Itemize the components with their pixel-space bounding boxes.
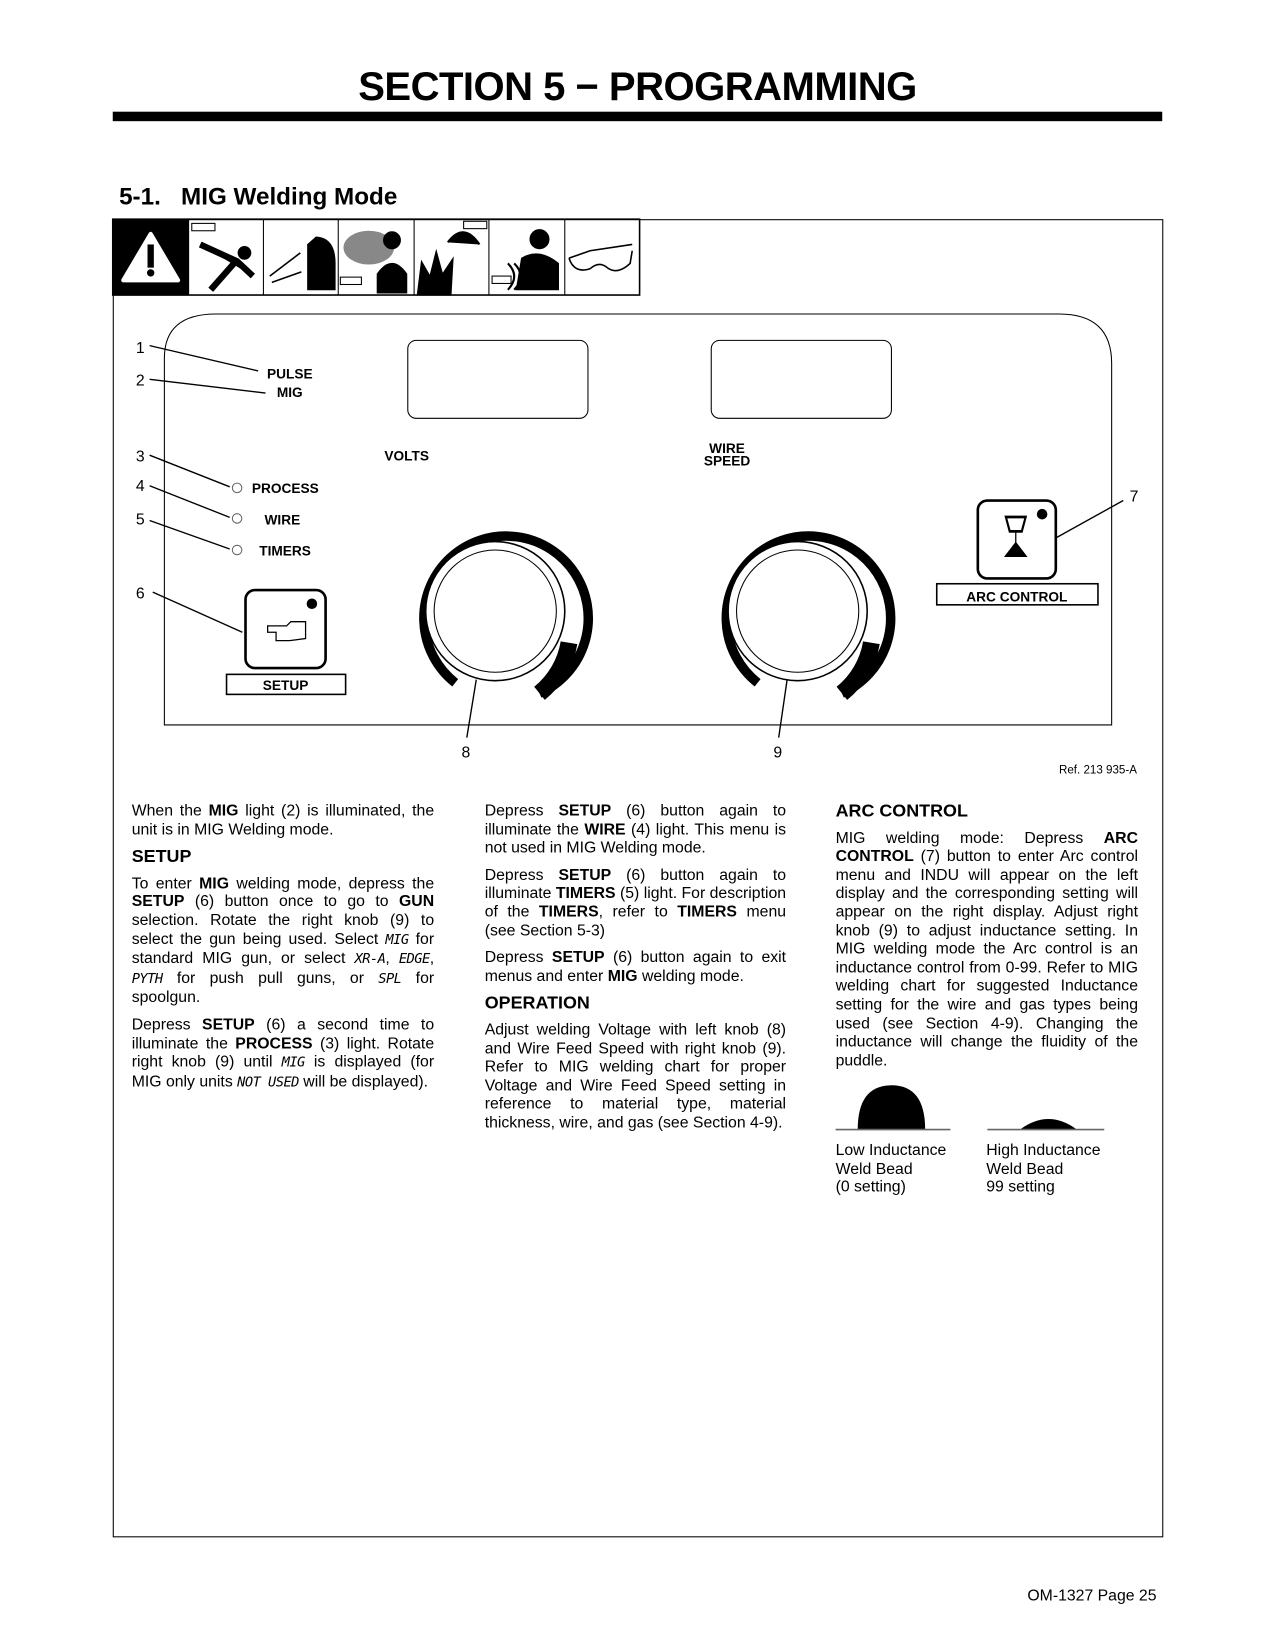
setup-label: SETUP (262, 678, 309, 694)
callout-6: 6 (135, 585, 145, 603)
electric-shock-icon (192, 223, 253, 289)
fumes-icon (340, 231, 406, 293)
figure-reference: Ref. 213 935-A (1058, 763, 1137, 777)
high-inductance-bead (1020, 1119, 1077, 1130)
high-inductance-caption: High Inductance Weld Bead 99 setting (986, 1141, 1101, 1197)
weld-bead-diagrams (832, 1080, 1116, 1133)
arc-control-heading: ARC CONTROL (835, 800, 968, 821)
callout-5: 5 (135, 511, 145, 529)
callout-4: 4 (135, 478, 145, 496)
process-paragraph: Depress SETUP (6) a second time to illuminate the PROCESS (3) light. Rotate right knob (9) until MIG is displayed (for MIG only units NOT USED will be displayed). (131, 1015, 435, 1091)
operation-paragraph: Adjust welding Voltage with left knob (8) and Wire Feed Speed with right knob (9). Refer to MIG welding chart for proper Voltage and Wire Feed Speed setting in reference to material type, material thickness, wire, and gas (see Section 4-9). (484, 1020, 787, 1132)
timers-paragraph: Depress SETUP (6) button again to illuminate TIMERS (5) light. For description of the TIMERS, refer to TIMERS menu (see Section 5-3) (484, 865, 787, 940)
page-footer: OM-1327 Page 25 (1027, 1586, 1157, 1605)
volts-label: VOLTS (384, 448, 430, 464)
arc-rays-icon (270, 237, 335, 290)
intro-paragraph: When the MIG light (2) is illuminated, the unit is in MIG Welding mode. (131, 801, 435, 839)
arc-control-button[interactable] (937, 501, 1098, 605)
callout-1: 1 (135, 339, 145, 357)
exit-paragraph: Depress SETUP (6) button again to exit menus and enter MIG welding mode. (484, 948, 787, 985)
process-label: PROCESS (251, 481, 319, 497)
wire-led (232, 514, 241, 523)
callout-3: 3 (135, 448, 145, 466)
process-led (232, 483, 241, 492)
section-heading: 5-1. MIG Welding Mode (119, 182, 398, 210)
safety-glasses-icon (569, 244, 632, 270)
fire-explosion-icon (417, 221, 487, 295)
page-title: SECTION 5 − PROGRAMMING (358, 65, 917, 110)
wire-paragraph: Depress SETUP (6) button again to illuminate the WIRE (4) light. This menu is not used in MIG Welding mode. (484, 801, 787, 857)
column-1 (132, 802, 434, 1101)
callout-9: 9 (773, 744, 783, 762)
callout-2: 2 (135, 372, 145, 390)
callout-8: 8 (461, 744, 471, 762)
arc-control-paragraph: MIG welding mode: Depress ARC CONTROL (7) button to enter Arc control menu and INDU will appear on the left display and the corresponding setting will appear on the right display. Adjust right knob (9) to adjust inductance setting. In MIG welding mode the Arc control is an inductance control from 0-99. Refer to MIG welding chart for suggested Inductance setting for the wire and gas types being used (see Section 4-9). Changing the inductance will change the fluidity of the puddle. (835, 828, 1138, 1070)
low-inductance-caption: Low Inductance Weld Bead (0 setting) (835, 1141, 947, 1197)
mig-label: MIG (276, 385, 303, 401)
low-inductance-bead (858, 1085, 925, 1129)
voltage-knob[interactable] (424, 536, 588, 693)
setup-paragraph: To enter MIG welding mode, depress the SETUP (6) button once to go to GUN selection. Rotate the right knob (9) to select the gun being used. Select MIG for standard MIG gun, or select XR-A, EDGE, PYTH for push pull guns, or SPL for spoolgun. (131, 874, 435, 1007)
wire-label: WIRE (709, 441, 745, 457)
wire-light-label: WIRE (264, 512, 301, 528)
column-2 (485, 802, 786, 1141)
callout-7: 7 (1129, 488, 1139, 506)
setup-heading: SETUP (131, 846, 192, 867)
column-3 (836, 802, 1138, 1078)
arc-control-label: ARC CONTROL (966, 589, 1068, 605)
pulse-label: PULSE (266, 366, 313, 382)
warning-strip (113, 219, 640, 295)
noise-icon (492, 230, 558, 290)
wire-speed-knob[interactable] (726, 536, 890, 693)
left-display (408, 340, 588, 418)
operation-heading: OPERATION (484, 992, 590, 1013)
setup-button[interactable] (227, 590, 346, 694)
timers-led (232, 545, 241, 554)
right-display (711, 340, 891, 418)
timers-label: TIMERS (259, 543, 311, 559)
speed-label: SPEED (703, 453, 751, 469)
control-panel-diagram (0, 0, 1275, 801)
